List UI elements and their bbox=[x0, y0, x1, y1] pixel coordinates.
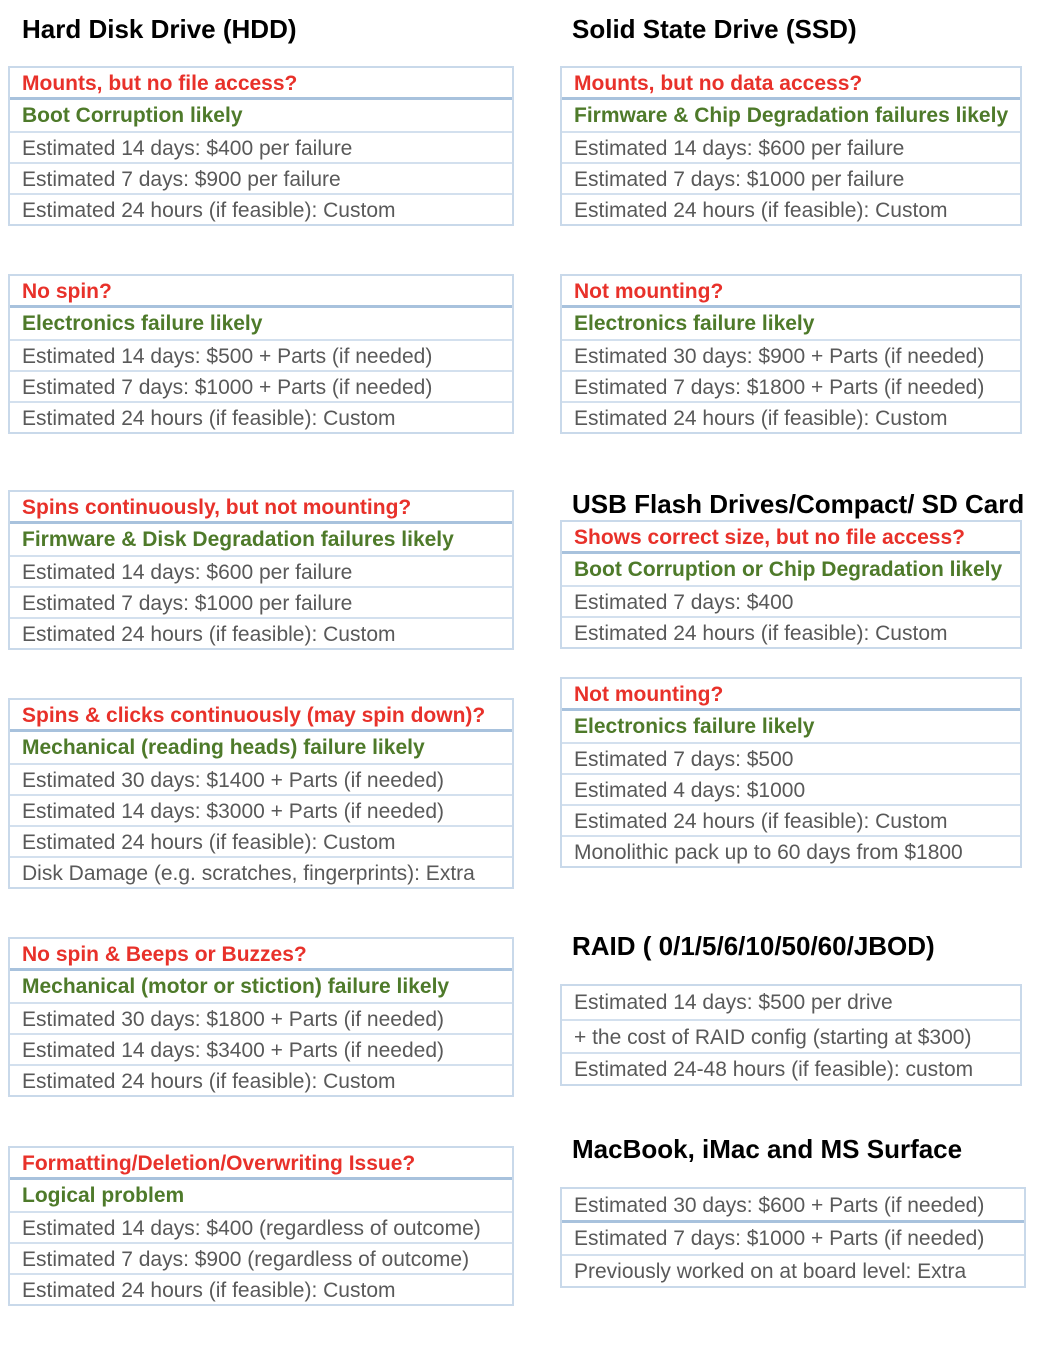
hdd-card-nospin bbox=[8, 274, 514, 434]
mac-heading: MacBook, iMac and MS Surface bbox=[572, 1134, 963, 1164]
estimate-row: Estimated 7 days: $500 bbox=[562, 742, 1020, 773]
estimate-row: Estimated 24 hours (if feasible): Custom bbox=[562, 804, 1020, 835]
diagnosis-label: Mechanical (reading heads) failure likely bbox=[22, 736, 425, 759]
estimate-row: Estimated 24 hours (if feasible): Custom bbox=[10, 825, 512, 856]
estimate-row: Estimated 30 days: $1800 + Parts (if needed) bbox=[10, 1002, 512, 1033]
estimate-row: Estimated 24 hours (if feasible): Custom bbox=[10, 1273, 512, 1304]
estimate-row: Estimated 14 days: $500 per drive bbox=[574, 991, 893, 1014]
problem-label: Formatting/Deletion/Overwriting Issue? bbox=[10, 1148, 512, 1180]
hdd-card-heads bbox=[8, 698, 514, 889]
estimate-row: Estimated 24 hours (if feasible): Custom bbox=[562, 193, 1020, 224]
estimate-row: Disk Damage (e.g. scratches, fingerprints): Extra bbox=[10, 856, 512, 887]
estimate-row: Estimated 7 days: $400 bbox=[562, 585, 1020, 616]
estimate-row: Estimated 7 days: $900 per failure bbox=[10, 162, 512, 193]
estimate-row: Estimated 14 days: $600 per failure bbox=[10, 555, 512, 586]
estimate-row: Estimated 14 days: $600 per failure bbox=[562, 131, 1020, 162]
estimate-row: Estimated 7 days: $1000 + Parts (if needed) bbox=[574, 1227, 985, 1250]
estimate-row: + the cost of RAID config (starting at $300) bbox=[562, 1019, 1020, 1052]
usb-card-boot bbox=[560, 520, 1022, 649]
estimate-row: Estimated 30 days: $900 + Parts (if needed) bbox=[562, 339, 1020, 370]
problem-label: Mounts, but no file access? bbox=[10, 68, 512, 100]
raid-card bbox=[560, 984, 1022, 1086]
estimate-row: Estimated 24 hours (if feasible): Custom bbox=[10, 1064, 512, 1095]
estimate-row: Estimated 14 days: $500 + Parts (if needed) bbox=[10, 339, 512, 370]
estimate-row: Estimated 30 days: $1400 + Parts (if needed) bbox=[10, 763, 512, 794]
usb-card-electronics bbox=[560, 677, 1022, 868]
problem-label: No spin & Beeps or Buzzes? bbox=[10, 939, 512, 971]
problem-label: Mounts, but no data access? bbox=[562, 68, 1020, 100]
diagnosis-label: Boot Corruption likely bbox=[22, 104, 243, 127]
estimate-row: Estimated 24 hours (if feasible): Custom bbox=[562, 616, 1020, 647]
estimate-row: Estimated 7 days: $1000 per failure bbox=[562, 162, 1020, 193]
diagnosis-label: Logical problem bbox=[22, 1184, 185, 1207]
estimate-row: Estimated 7 days: $1000 + Parts (if needed) bbox=[10, 370, 512, 401]
hdd-card-firmware bbox=[8, 490, 514, 650]
diagnosis-label: Firmware & Chip Degradation failures likely bbox=[574, 104, 1009, 127]
diagnosis-label: Boot Corruption or Chip Degradation likely bbox=[574, 558, 1003, 581]
estimate-row: Estimated 4 days: $1000 bbox=[562, 773, 1020, 804]
estimate-row: Estimated 14 days: $3400 + Parts (if needed) bbox=[10, 1033, 512, 1064]
raid-heading: RAID ( 0/1/5/6/10/50/60/JBOD) bbox=[572, 931, 935, 961]
estimate-row: Estimated 14 days: $400 per failure bbox=[10, 131, 512, 162]
estimate-row: Estimated 14 days: $3000 + Parts (if needed) bbox=[10, 794, 512, 825]
diagnosis-label: Mechanical (motor or stiction) failure likely bbox=[22, 975, 450, 998]
estimate-row: Estimated 7 days: $1000 per failure bbox=[10, 586, 512, 617]
problem-label: Spins & clicks continuously (may spin down)? bbox=[10, 700, 512, 732]
hdd-card-logical bbox=[8, 1146, 514, 1306]
usb-heading: USB Flash Drives/Compact/ SD Card bbox=[572, 489, 1025, 519]
estimate-row: Estimated 7 days: $1800 + Parts (if needed) bbox=[562, 370, 1020, 401]
estimate-row: Estimated 7 days: $900 (regardless of outcome) bbox=[10, 1242, 512, 1273]
problem-label: Not mounting? bbox=[562, 679, 1020, 711]
problem-label: Not mounting? bbox=[562, 276, 1020, 308]
diagnosis-label: Firmware & Disk Degradation failures likely bbox=[22, 528, 454, 551]
diagnosis-label: Electronics failure likely bbox=[574, 312, 815, 335]
hdd-heading: Hard Disk Drive (HDD) bbox=[22, 14, 297, 44]
ssd-card-electronics bbox=[560, 274, 1022, 434]
estimate-row: Estimated 24 hours (if feasible): Custom bbox=[10, 193, 512, 224]
mac-card bbox=[560, 1187, 1026, 1288]
estimate-row: Previously worked on at board level: Extra bbox=[562, 1254, 1024, 1286]
hdd-card-boot bbox=[8, 66, 514, 226]
problem-label: Shows correct size, but no file access? bbox=[562, 522, 1020, 554]
estimate-row: Estimated 14 days: $400 (regardless of outcome) bbox=[10, 1211, 512, 1242]
hdd-card-motor bbox=[8, 937, 514, 1097]
estimate-row: Estimated 24 hours (if feasible): Custom bbox=[10, 617, 512, 648]
problem-label: Spins continuously, but not mounting? bbox=[10, 492, 512, 524]
estimate-row: Estimated 24 hours (if feasible): Custom bbox=[562, 401, 1020, 432]
problem-label: No spin? bbox=[10, 276, 512, 308]
ssd-heading: Solid State Drive (SSD) bbox=[572, 14, 857, 44]
estimate-row: Estimated 24 hours (if feasible): Custom bbox=[10, 401, 512, 432]
estimate-row: Estimated 24-48 hours (if feasible): custom bbox=[562, 1052, 1020, 1084]
diagnosis-label: Electronics failure likely bbox=[22, 312, 263, 335]
diagnosis-label: Electronics failure likely bbox=[574, 715, 815, 738]
ssd-card-firmware bbox=[560, 66, 1022, 226]
estimate-row: Estimated 30 days: $600 + Parts (if needed) bbox=[562, 1189, 1024, 1223]
estimate-row: Monolithic pack up to 60 days from $1800 bbox=[562, 835, 1020, 866]
